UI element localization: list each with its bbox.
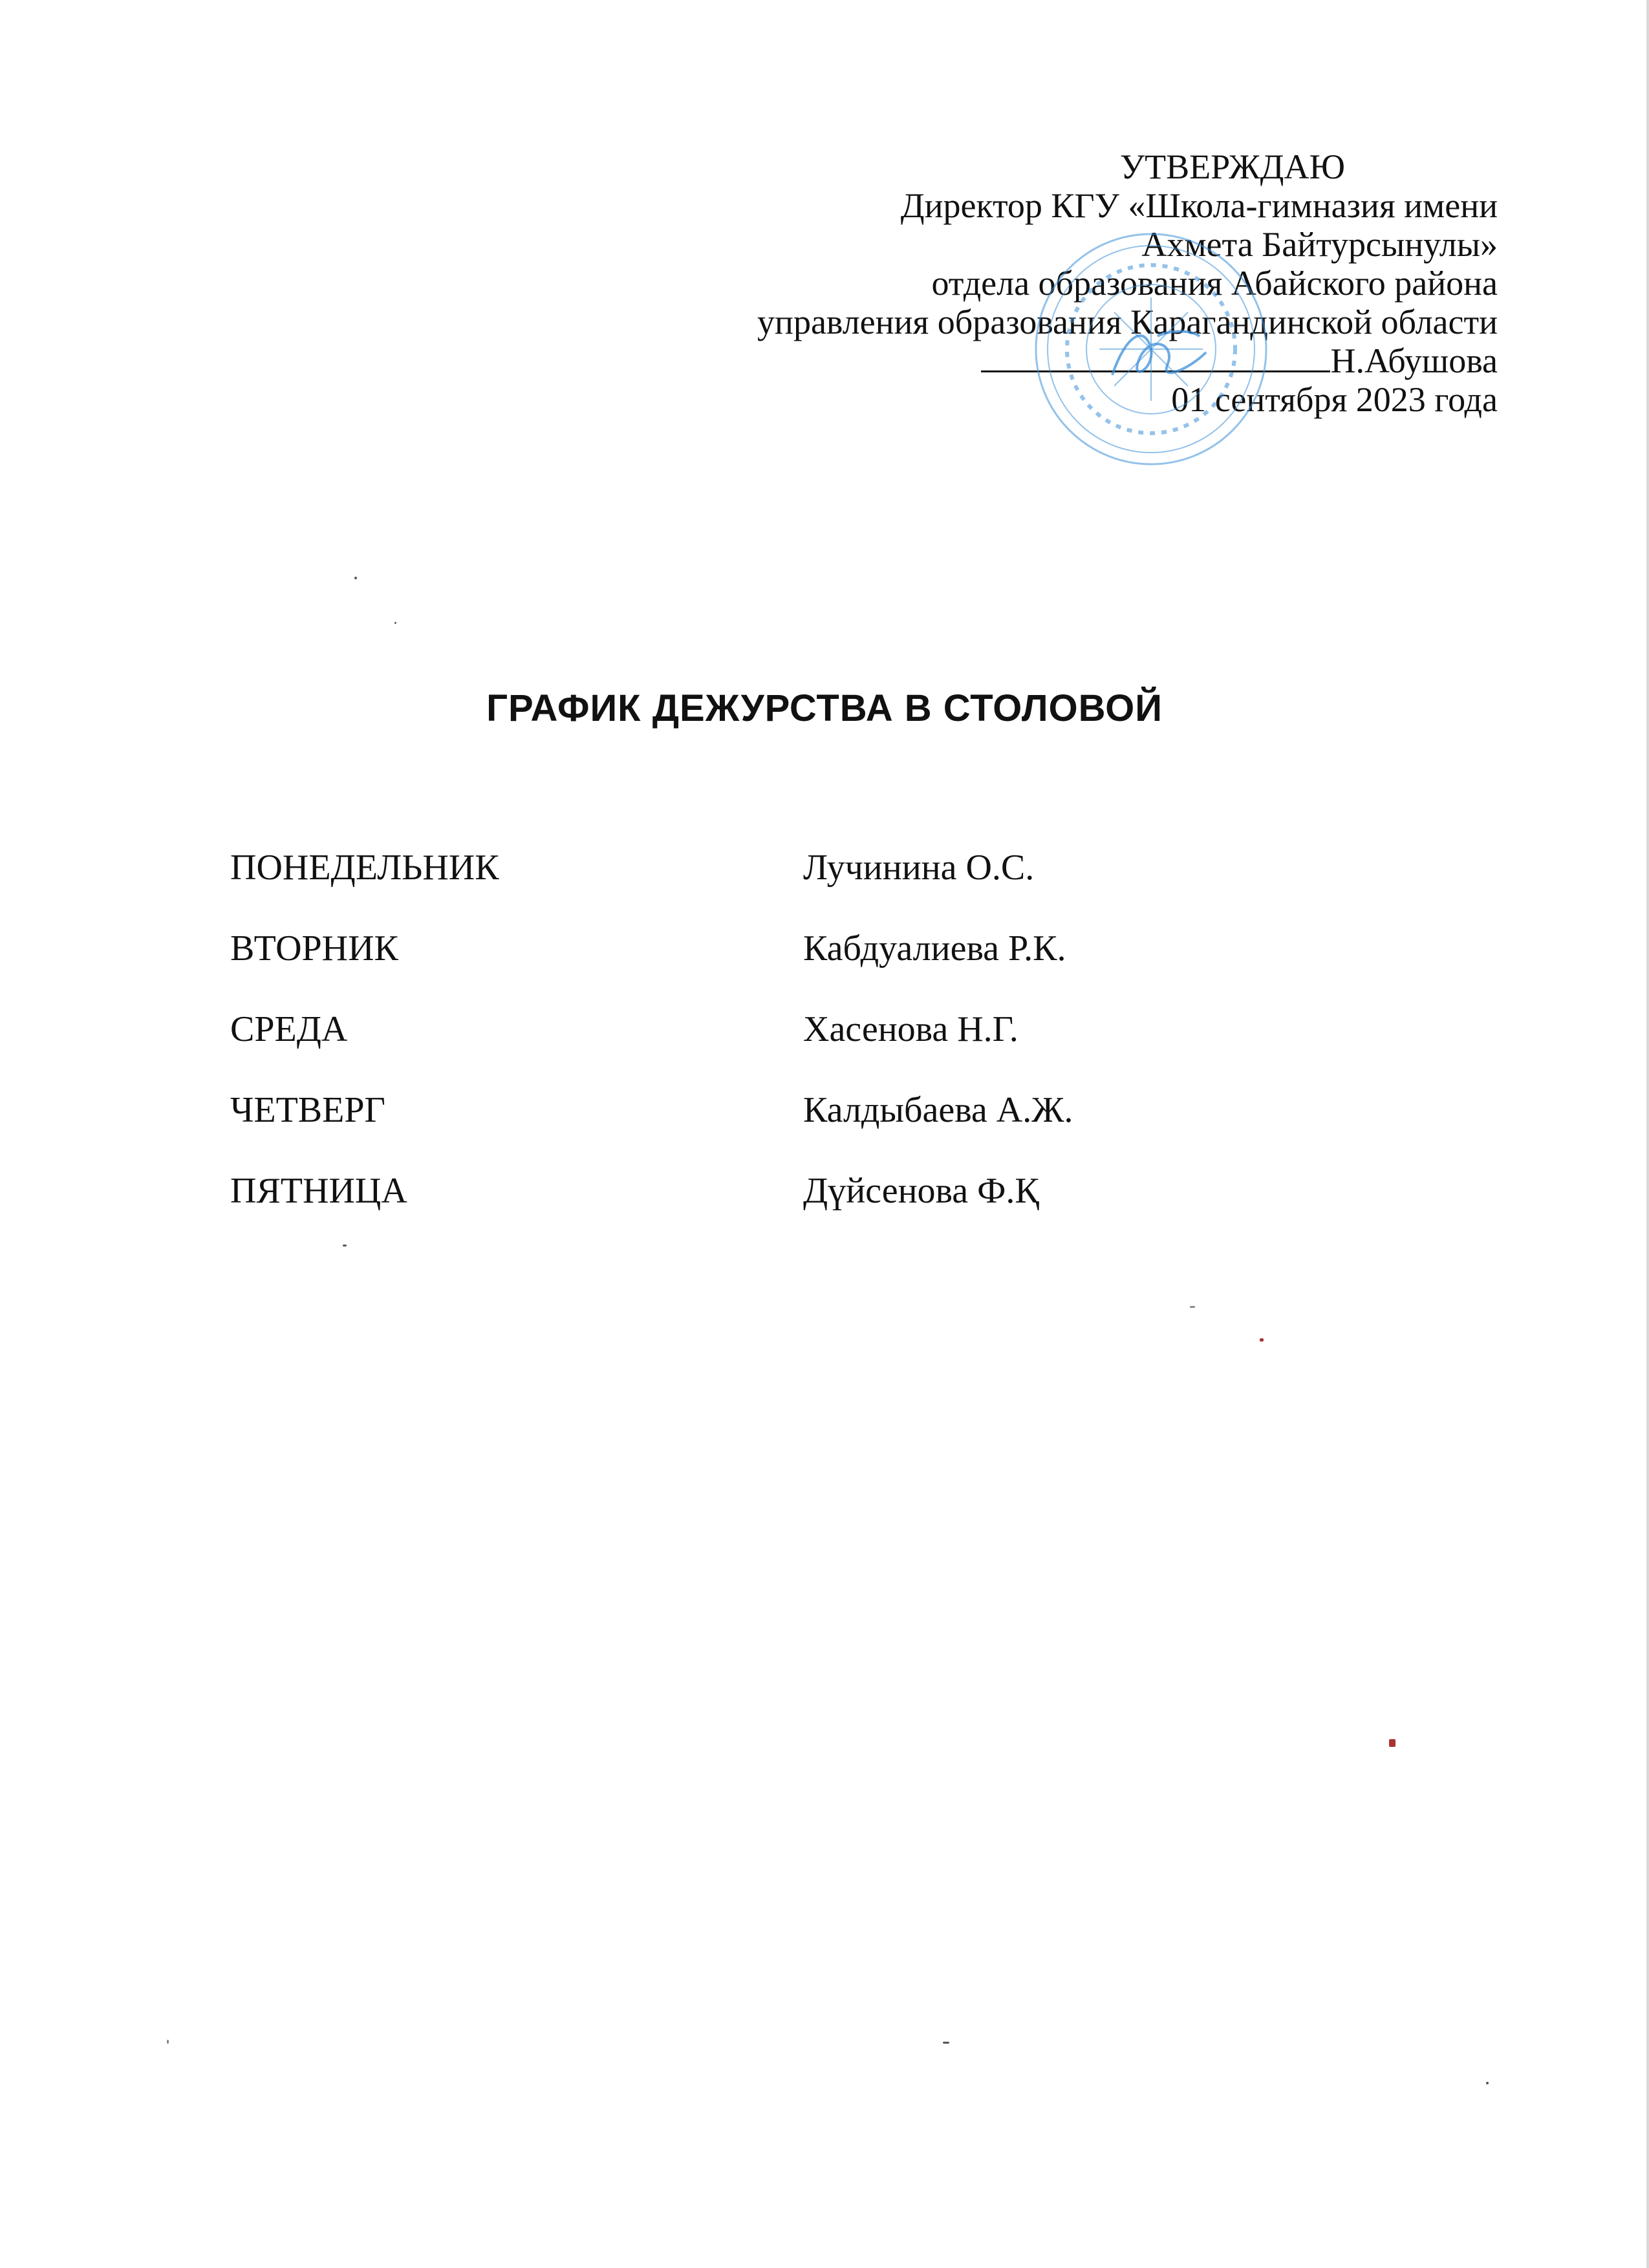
approval-line-4: управления образования Карагандинской области <box>757 303 1498 341</box>
approval-line-2: Ахмета Байтурсынулы» <box>1141 225 1498 264</box>
schedule-row <box>230 1089 1394 1170</box>
scan-speck <box>1486 2082 1489 2084</box>
signature-line <box>981 342 1330 372</box>
approval-date: 01 сентября 2023 года <box>1171 380 1498 419</box>
signature-row <box>528 341 1498 380</box>
weekday: ВТОРНИК <box>230 928 398 968</box>
approval-heading: УТВЕРЖДАЮ <box>1119 147 1345 186</box>
weekday: ЧЕТВЕРГ <box>230 1090 385 1130</box>
signatory-name: Н.Абушова <box>1330 341 1498 380</box>
page-edge <box>1646 0 1649 2268</box>
duty-schedule <box>230 847 1394 1251</box>
approval-line-3: отдела образования Абайского района <box>931 264 1498 303</box>
duty-person: Дүйсенова Ф.Қ <box>803 1171 1039 1211</box>
scan-speck <box>343 1245 347 1246</box>
scan-speck <box>1260 1338 1264 1342</box>
scan-speck <box>167 2040 169 2044</box>
approval-block <box>528 147 1498 419</box>
duty-person: Калдыбаева А.Ж. <box>803 1090 1073 1130</box>
schedule-row <box>230 847 1394 928</box>
scan-speck <box>1389 1739 1396 1747</box>
scan-speck <box>354 577 357 579</box>
duty-person: Кабдуалиева Р.К. <box>803 928 1066 968</box>
approval-line-1: Директор КГУ «Школа-гимназия имени <box>900 186 1498 225</box>
scan-speck <box>943 2042 949 2044</box>
schedule-row <box>230 1170 1394 1251</box>
schedule-row <box>230 1009 1394 1089</box>
page-title: ГРАФИК ДЕЖУРСТВА В СТОЛОВОЙ <box>486 687 1163 729</box>
schedule-row <box>230 928 1394 1009</box>
duty-person: Хасенова Н.Г. <box>803 1009 1018 1049</box>
duty-person: Лучинина О.С. <box>803 848 1035 888</box>
scan-speck <box>1190 1306 1195 1308</box>
weekday: ПОНЕДЕЛЬНИК <box>230 848 499 888</box>
weekday: ПЯТНИЦА <box>230 1171 407 1211</box>
scan-speck <box>394 622 396 624</box>
weekday: СРЕДА <box>230 1009 348 1049</box>
